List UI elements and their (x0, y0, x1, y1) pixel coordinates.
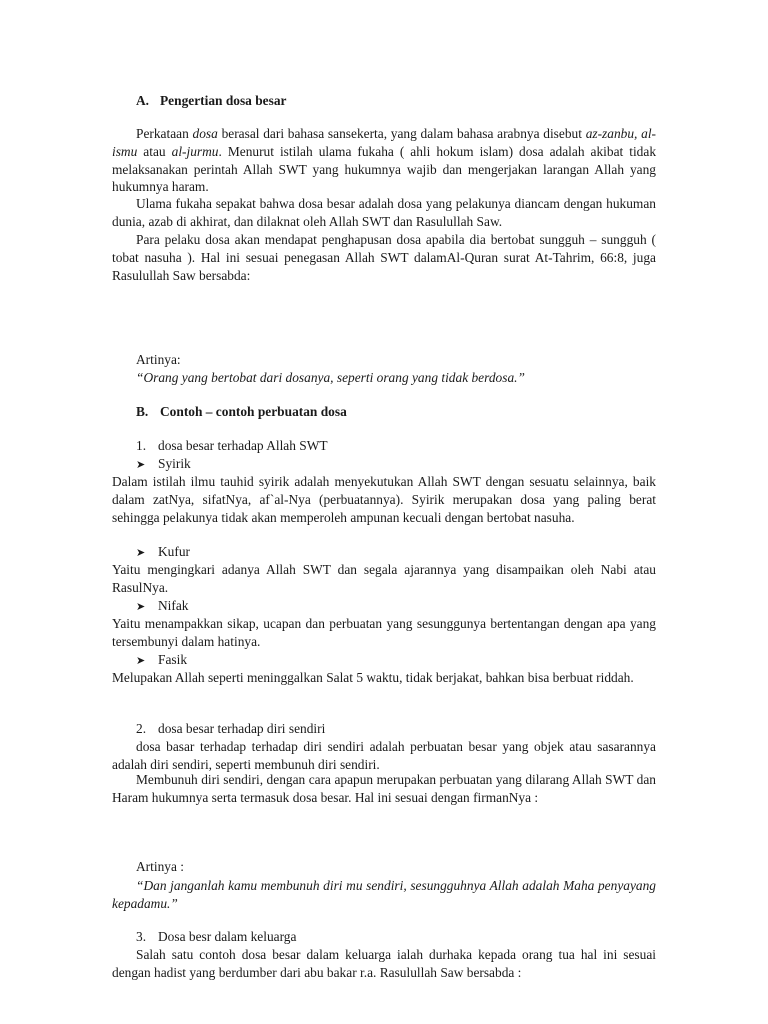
item-3-paragraph-1: Salah satu contoh dosa besar dalam keluarga ialah durhaka kepada orang tua hal ini sesuai dengan hadist yang berdumber dari abu bakar r.a. Rasulullah Saw bersabda : (112, 947, 656, 980)
arrow-bullet-icon: ➤ (136, 547, 146, 559)
p1-text-2: berasal dari bahasa sansekerta, yang dalam bahasa arabnya disebut (217, 126, 586, 141)
bullet-kufur-label: Kufur (158, 544, 190, 559)
artinya-label-2: Artinya : (136, 859, 184, 874)
list-item-3-number: 3. (136, 929, 147, 944)
fasik-description: Melupakan Allah seperti meninggalkan Salat 5 waktu, tidak berjakat, bahkan bisa berbuat riddah. (112, 670, 634, 685)
p1-text-4: . Menurut istilah ulama fukaha ( ahli hokum islam) dosa adalah akibat tidak melaksanakan perintah Allah SWT yang hukumnya wajib dan mengerjakan larangan Allah yang hukumnya haram. (112, 143, 657, 195)
p1-text-1: Perkataan (136, 126, 193, 141)
list-item-3-title: Dosa besr dalam keluarga (158, 929, 297, 944)
bullet-fasik-label: Fasik (158, 652, 188, 667)
list-item-2-number: 2. (136, 721, 147, 736)
section-a-paragraph-1 (112, 125, 656, 196)
bullet-nifak (136, 597, 656, 617)
syirik-description: Dalam istilah ilmu tauhid syirik adalah menyekutukan Allah SWT dengan sesuatu selainnya, baik dalam zatNya, sifatNya, af`al-Nya (perbuatannya). Syirik merupakan dosa yang paling berat sehingga pelakunya tidak akan memperoleh ampunan kecuali dengan bertobat nasuha. (112, 474, 656, 525)
artinya-quote-2: “Dan janganlah kamu membunuh diri mu sendiri, sesungguhnya Allah adalah Maha penyayang kepadamu.” (112, 878, 656, 911)
bullet-kufur (136, 543, 656, 563)
arrow-bullet-icon: ➤ (136, 459, 146, 471)
p1-term-arabic: az-zanbu, al-ismu (112, 126, 656, 159)
p1-text-3: atau (137, 143, 172, 159)
section-b-title: Contoh – contoh perbuatan dosa (160, 404, 347, 419)
arrow-bullet-icon: ➤ (136, 601, 146, 613)
bullet-syirik-label: Syirik (158, 456, 191, 471)
arrow-bullet-icon: ➤ (136, 655, 146, 667)
p1-term-jurmu: al-jurmu (171, 143, 219, 159)
bullet-fasik (136, 651, 656, 671)
list-item-2-title: dosa besar terhadap diri sendiri (158, 721, 326, 736)
artinya-label-1: Artinya: (136, 352, 181, 367)
section-b-heading (136, 403, 656, 421)
section-a-paragraph-2: Ulama fukaha sepakat bahwa dosa besar adalah dosa yang pelakunya diancam dengan hukuman dunia, azab di akhirat, dan dilaknat oleh Allah SWT dan Rasulullah Saw. (112, 196, 656, 229)
item-2-paragraph-1: dosa basar terhadap terhadap diri sendiri adalah perbuatan besar yang objek atau sasarannya adalah diri sendiri, seperti membunuh diri sendiri. (112, 739, 656, 772)
bullet-syirik (136, 455, 656, 475)
list-item-1-title: dosa besar terhadap Allah SWT (158, 438, 328, 453)
bullet-nifak-label: Nifak (158, 598, 189, 613)
list-item-1-number: 1. (136, 438, 147, 453)
list-item-3 (136, 928, 656, 946)
section-a-paragraph-3: Para pelaku dosa akan mendapat penghapusan dosa apabila dia bertobat sungguh – sungguh ( tobat nasuha ). Hal ini sesuai penegasan Allah SWT dalamAl-Quran surat At-Tahrim, 66:8, juga Rasulullah Saw bersabda: (112, 232, 656, 283)
section-a-number: A. (136, 93, 150, 108)
list-item-1 (136, 437, 656, 455)
item-2-paragraph-2: Membunuh diri sendiri, dengan cara apapun merupakan perbuatan yang dilarang Allah SWT dan Haram hukumnya serta termasuk dosa besar. Hal ini sesuai dengan firmanNya : (112, 772, 656, 805)
section-a-title: Pengertian dosa besar (160, 93, 287, 108)
kufur-description: Yaitu mengingkari adanya Allah SWT dan segala ajarannya yang disampaikan oleh Nabi atau RasulNya. (112, 562, 656, 595)
nifak-description: Yaitu menampakkan sikap, ucapan dan perbuatan yang sesunggunya bertentangan dengan apa yang tersembunyi dalam hatinya. (112, 616, 656, 649)
p1-term-dosa: dosa (192, 126, 218, 141)
list-item-2 (136, 720, 656, 738)
section-b-number: B. (136, 404, 149, 419)
artinya-quote-1: “Orang yang bertobat dari dosanya, seperti orang yang tidak berdosa.” (136, 370, 525, 385)
section-a-heading (136, 92, 656, 110)
